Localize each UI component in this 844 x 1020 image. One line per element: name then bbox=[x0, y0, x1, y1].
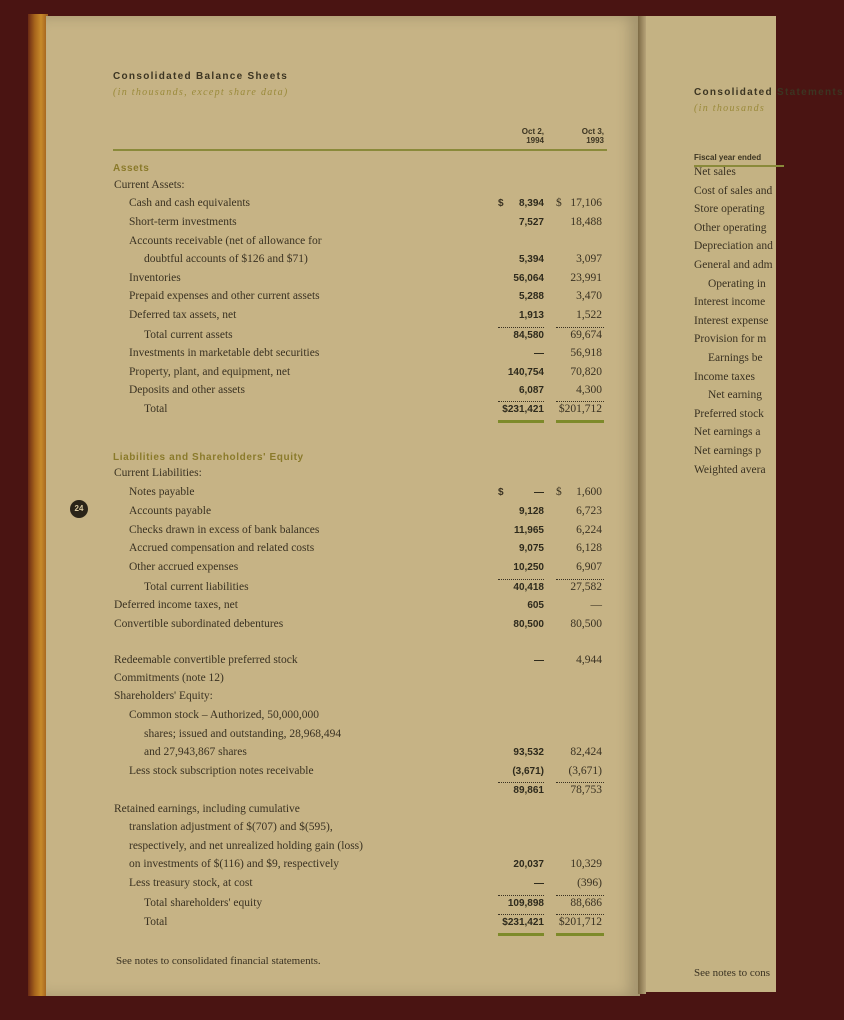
facing-page bbox=[646, 16, 844, 992]
facing-page-row: Net earnings a bbox=[694, 426, 761, 439]
liability-value-1993: 6,723 bbox=[576, 505, 602, 517]
asset-row bbox=[0, 253, 640, 271]
liability-row bbox=[0, 505, 640, 523]
subtotal-dotted-rule bbox=[556, 914, 604, 915]
liability-value-1993: (3,671) bbox=[568, 765, 602, 777]
asset-value-1993: $201,712 bbox=[558, 403, 602, 415]
liability-row bbox=[0, 672, 640, 690]
facing-page-fiscal-heading: Fiscal year ended bbox=[694, 153, 762, 162]
asset-value-1994: 5,288 bbox=[518, 291, 544, 302]
facing-page-row: General and adm bbox=[694, 259, 773, 271]
facing-page-row: Provision for m bbox=[694, 333, 767, 346]
asset-row bbox=[0, 197, 640, 215]
page-title: Consolidated Balance Sheets bbox=[113, 71, 289, 82]
asset-row bbox=[0, 403, 640, 421]
liability-value-1993: $201,712 bbox=[558, 916, 602, 928]
liability-row-label: on investments of $(116) and $9, respectively bbox=[129, 858, 340, 870]
facing-page-title: Consolidated Statements bbox=[694, 87, 844, 98]
liability-row bbox=[0, 618, 640, 636]
asset-row-label: Property, plant, and equipment, net bbox=[129, 366, 291, 378]
liability-row bbox=[0, 654, 640, 672]
liability-row-label: Total current liabilities bbox=[144, 581, 249, 593]
asset-value-1993: 3,097 bbox=[576, 253, 602, 265]
liability-row bbox=[0, 746, 640, 764]
asset-value-1994: 1,913 bbox=[518, 310, 544, 321]
liability-row bbox=[0, 821, 640, 839]
page-number-badge: 24 bbox=[70, 500, 88, 518]
liability-value-1994: 89,861 bbox=[513, 785, 544, 796]
subtotal-dotted-rule bbox=[556, 579, 604, 580]
liability-row-label: Notes payable bbox=[129, 486, 195, 498]
asset-row bbox=[0, 347, 640, 365]
asset-value-1993: 17,106 bbox=[570, 197, 602, 209]
liability-value-1994: 9,128 bbox=[518, 506, 544, 517]
liability-value-1993: 4,944 bbox=[576, 654, 602, 666]
liability-row bbox=[0, 561, 640, 579]
liability-value-1994: $231,421 bbox=[502, 917, 544, 928]
liability-row bbox=[0, 542, 640, 560]
asset-row bbox=[0, 235, 640, 253]
asset-value-1993: 70,820 bbox=[570, 366, 602, 378]
footnote: See notes to consolidated financial statements. bbox=[116, 955, 321, 967]
liability-row-label: Accounts payable bbox=[129, 505, 212, 517]
asset-row-label: Inventories bbox=[129, 272, 181, 284]
liability-value-1993: 88,686 bbox=[570, 897, 602, 909]
subtotal-dotted-rule bbox=[498, 401, 544, 402]
asset-row bbox=[0, 309, 640, 327]
liability-row-label: Total bbox=[144, 916, 168, 928]
facing-page-row: Weighted avera bbox=[694, 463, 766, 476]
asset-value-1994: $231,421 bbox=[502, 404, 544, 415]
liability-row-label: respectively, and net unrealized holding gain (loss) bbox=[129, 840, 363, 852]
liability-row-label: Deferred income taxes, net bbox=[114, 599, 238, 611]
liability-value-1993: 27,582 bbox=[570, 581, 602, 593]
dollar-sign: $ bbox=[556, 197, 562, 209]
asset-row bbox=[0, 329, 640, 347]
asset-value-1993: 23,991 bbox=[570, 272, 602, 284]
subtotal-dotted-rule bbox=[498, 327, 544, 328]
asset-value-1993: 1,522 bbox=[576, 309, 602, 321]
liability-row-label: and 27,943,867 shares bbox=[144, 746, 247, 758]
liability-value-1994: — bbox=[534, 655, 544, 666]
liability-row-label: Redeemable convertible preferred stock bbox=[114, 654, 298, 666]
asset-value-1994: 8,394 bbox=[518, 198, 544, 209]
facing-page-row: Net sales bbox=[694, 166, 736, 178]
liability-row-label: Common stock – Authorized, 50,000,000 bbox=[129, 709, 320, 721]
liability-value-1994: 9,075 bbox=[518, 543, 544, 554]
liability-row bbox=[0, 840, 640, 858]
asset-value-1993: 18,488 bbox=[570, 216, 602, 228]
liability-row bbox=[0, 709, 640, 727]
liability-value-1993: 6,128 bbox=[576, 542, 602, 554]
liability-value-1993: 10,329 bbox=[570, 858, 602, 870]
liability-row-label: Total shareholders' equity bbox=[144, 897, 263, 909]
asset-row bbox=[0, 216, 640, 234]
subtotal-dotted-rule bbox=[498, 895, 544, 896]
liability-row-label: Convertible subordinated debentures bbox=[114, 618, 284, 630]
facing-page-row: Cost of sales and bbox=[694, 184, 773, 197]
facing-page-row: Operating in bbox=[708, 277, 766, 290]
subtotal-dotted-rule bbox=[498, 914, 544, 915]
facing-page-row: Income taxes bbox=[694, 370, 755, 383]
liability-row-label: Other accrued expenses bbox=[129, 561, 239, 573]
asset-row-label: doubtful accounts of $126 and $71) bbox=[144, 253, 308, 265]
liability-value-1993: (396) bbox=[577, 877, 602, 889]
subtotal-dotted-rule bbox=[556, 327, 604, 328]
current-assets-heading bbox=[0, 179, 640, 197]
asset-row bbox=[0, 366, 640, 384]
facing-page-row: Preferred stock bbox=[694, 407, 764, 420]
liability-row bbox=[0, 728, 640, 746]
subtotal-dotted-rule bbox=[498, 579, 544, 580]
total-underline bbox=[556, 933, 604, 936]
asset-value-1994: 5,394 bbox=[518, 254, 544, 265]
liability-row bbox=[0, 877, 640, 895]
dollar-sign: $ bbox=[498, 487, 504, 498]
liability-row bbox=[0, 897, 640, 915]
liability-value-1994: — bbox=[534, 878, 544, 889]
facing-page-row: Depreciation and bbox=[694, 240, 773, 253]
asset-row-label: Deferred tax assets, net bbox=[129, 309, 237, 321]
asset-value-1993: 3,470 bbox=[576, 290, 602, 302]
facing-page-row: Other operating bbox=[694, 221, 767, 234]
asset-row bbox=[0, 290, 640, 308]
asset-value-1994: 140,754 bbox=[507, 367, 544, 378]
dollar-sign: $ bbox=[498, 198, 504, 209]
column-header-1993-line2: 1993 bbox=[586, 136, 604, 145]
facing-page-row: Net earnings p bbox=[694, 445, 762, 457]
liability-row-label: Checks drawn in excess of bank balances bbox=[129, 524, 320, 536]
asset-row-label: Total bbox=[144, 403, 168, 415]
facing-page-row: Interest income bbox=[694, 296, 766, 309]
liability-row bbox=[0, 690, 640, 708]
liability-row bbox=[0, 581, 640, 599]
asset-value-1994: 56,064 bbox=[513, 273, 544, 284]
column-header-1994-line2: 1994 bbox=[526, 136, 544, 145]
total-underline bbox=[498, 420, 544, 423]
liability-row-label: Retained earnings, including cumulative bbox=[114, 803, 300, 815]
column-header-1993 bbox=[556, 127, 604, 145]
asset-value-1993: 69,674 bbox=[570, 329, 602, 341]
liability-row bbox=[0, 803, 640, 821]
facing-page-row: Interest expense bbox=[694, 314, 769, 327]
current-assets-label: Current Assets: bbox=[114, 179, 185, 191]
subtotal-dotted-rule bbox=[556, 895, 604, 896]
asset-row-label: Deposits and other assets bbox=[129, 384, 245, 396]
asset-row-label: Short-term investments bbox=[129, 216, 237, 228]
liability-row bbox=[0, 765, 640, 783]
liability-row-label: Shareholders' Equity: bbox=[114, 690, 213, 702]
liability-value-1993: 78,753 bbox=[570, 784, 602, 796]
liability-value-1993: 82,424 bbox=[570, 746, 602, 758]
column-header-1994-line1: Oct 2, bbox=[521, 127, 544, 136]
liability-value-1994: 109,898 bbox=[507, 898, 544, 909]
liability-value-1994: 605 bbox=[527, 600, 544, 611]
liability-value-1994: 80,500 bbox=[513, 619, 544, 630]
liability-value-1994: 10,250 bbox=[513, 562, 544, 573]
asset-row-label: Cash and cash equivalents bbox=[129, 197, 251, 209]
liability-value-1994: 11,965 bbox=[513, 525, 544, 536]
subtotal-dotted-rule bbox=[498, 782, 544, 783]
liability-row bbox=[0, 486, 640, 504]
asset-row bbox=[0, 272, 640, 290]
liability-value-1994: 20,037 bbox=[513, 859, 544, 870]
facing-page-row: Earnings be bbox=[708, 352, 763, 364]
liability-value-1993: 1,600 bbox=[576, 486, 602, 498]
liability-row bbox=[0, 599, 640, 617]
liability-row-label: translation adjustment of $(707) and $(595), bbox=[129, 821, 333, 833]
asset-value-1994: 7,527 bbox=[518, 217, 544, 228]
liability-value-1993: 6,224 bbox=[576, 524, 602, 536]
asset-row-label: Accounts receivable (net of allowance for bbox=[129, 235, 322, 247]
asset-value-1994: 84,580 bbox=[513, 330, 544, 341]
dollar-sign: $ bbox=[556, 486, 562, 498]
liability-row bbox=[0, 858, 640, 876]
liability-value-1994: (3,671) bbox=[512, 766, 544, 777]
subtotal-dotted-rule bbox=[556, 782, 604, 783]
asset-row-label: Prepaid expenses and other current assets bbox=[129, 290, 320, 302]
liability-row bbox=[0, 916, 640, 934]
assets-heading: Assets bbox=[113, 163, 150, 174]
liability-row-label: Less stock subscription notes receivable bbox=[129, 765, 314, 777]
asset-row-label: Total current assets bbox=[144, 329, 233, 341]
current-liabilities-label: Current Liabilities: bbox=[114, 467, 202, 479]
liability-row-label: Accrued compensation and related costs bbox=[129, 542, 315, 554]
liabilities-heading: Liabilities and Shareholders' Equity bbox=[113, 452, 304, 463]
current-liabilities-heading bbox=[0, 467, 640, 485]
liability-value-1994: — bbox=[534, 487, 544, 498]
header-rule bbox=[113, 149, 607, 151]
subtotal-dotted-rule bbox=[556, 401, 604, 402]
page-subtitle: (in thousands, except share data) bbox=[113, 87, 289, 98]
liability-row-label: shares; issued and outstanding, 28,968,494 bbox=[144, 728, 342, 740]
liability-row-label: Commitments (note 12) bbox=[114, 672, 224, 684]
liability-value-1993: 80,500 bbox=[570, 618, 602, 630]
liability-row bbox=[0, 524, 640, 542]
total-underline bbox=[556, 420, 604, 423]
column-header-1993-line1: Oct 3, bbox=[581, 127, 604, 136]
facing-page-subtitle: (in thousands bbox=[694, 103, 766, 114]
facing-page-row: Store operating bbox=[694, 203, 765, 216]
liability-value-1994: 93,532 bbox=[513, 747, 544, 758]
liability-value-1993: — bbox=[590, 599, 602, 611]
asset-value-1994: — bbox=[534, 348, 544, 359]
facing-page-footnote: See notes to cons bbox=[694, 967, 771, 979]
liability-value-1993: 6,907 bbox=[576, 561, 602, 573]
liability-value-1994: 40,418 bbox=[513, 582, 544, 593]
asset-value-1993: 4,300 bbox=[576, 384, 602, 396]
liability-row-label: Less treasury stock, at cost bbox=[129, 877, 253, 889]
asset-row bbox=[0, 384, 640, 402]
asset-value-1993: 56,918 bbox=[570, 347, 602, 359]
asset-value-1994: 6,087 bbox=[518, 385, 544, 396]
column-header-1994 bbox=[496, 127, 544, 145]
facing-page-row: Net earning bbox=[708, 389, 762, 402]
asset-row-label: Investments in marketable debt securities bbox=[129, 347, 320, 359]
liability-row bbox=[0, 784, 640, 802]
total-underline bbox=[498, 933, 544, 936]
